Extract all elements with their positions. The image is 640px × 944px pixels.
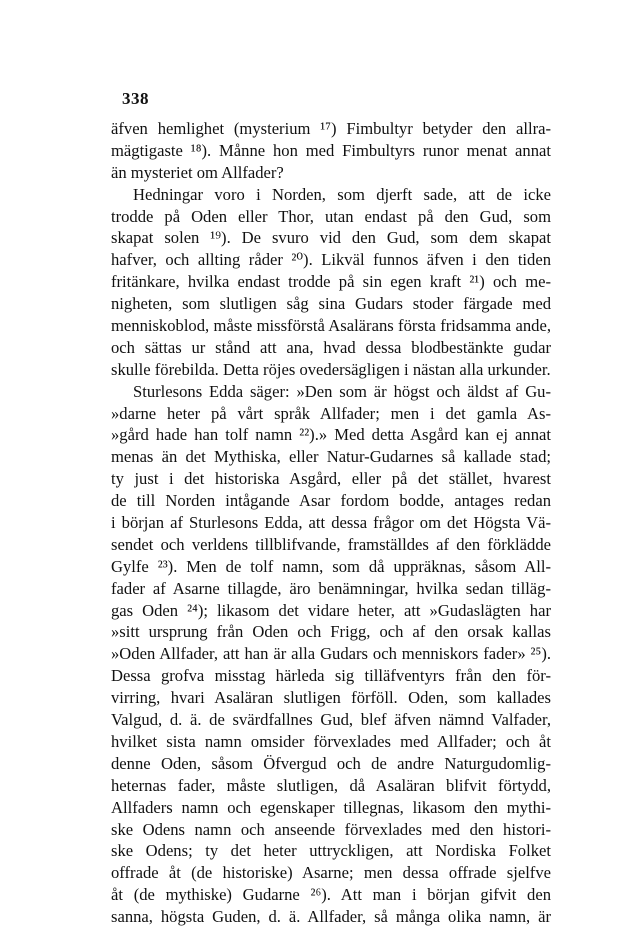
text-line: Dessa grofva misstag härleda sig tilläfventyrs från den för- (111, 666, 551, 686)
text-line: denne Oden, såsom Öfvergud och de andre Naturgudomlig- (111, 753, 551, 773)
text-line: de till Norden intågande Asar fordom bodde, antages redan (111, 491, 551, 511)
text-line: sendet och verldens tillblifvande, framställdes af den förklädde (111, 534, 551, 554)
text-line: »Oden Allfader, att han är alla Gudars och menniskors fader» ²⁵). (111, 644, 551, 664)
text-line: sanna, högsta Guden, d. ä. Allfader, så många olika namn, är (111, 907, 551, 927)
text-line: ske Odens; ty det heter uttryckligen, att Nordiska Folket (111, 841, 551, 861)
body-text (111, 118, 551, 928)
text-line: menas än det Mythiska, eller Natur-Gudarnes så kallade stad; (111, 447, 551, 467)
text-line: åt (de mythiske) Gudarne ²⁶). Att man i början gifvit den (111, 885, 551, 905)
text-line: virring, hvari Asaläran slutligen förföll. Oden, som kallades (111, 688, 551, 708)
text-line: fritänkare, hvilka endast trodde på sin egen kraft ²¹) och me- (111, 272, 551, 292)
text-line: skulle förebilda. Detta röjes ovedersägligen i nästan alla urkunder. (111, 359, 551, 379)
text-line: »sitt ursprung från Oden och Frigg, och af den orsak kallas (111, 622, 551, 642)
text-line: hvilket sista namn omsider förvexlades med Allfader; och åt (111, 731, 551, 751)
text-line: trodde på Oden eller Thor, utan endast på den Gud, som (111, 206, 551, 226)
text-line: hafver, och allting råder ²⁰). Likväl funnos äfven i den tiden (111, 250, 551, 270)
text-line: »darne heter på vårt språk Allfader; men i det gamla As- (111, 403, 551, 423)
page-number: 338 (122, 89, 149, 108)
text-line: nigheten, som slutligen såg sina Gudars stoder färgade med (111, 294, 551, 314)
text-line: Hedningar voro i Norden, som djerft sade, att de icke (133, 184, 551, 204)
text-line: äfven hemlighet (mysterium ¹⁷) Fimbultyr betyder den allra- (111, 119, 551, 138)
text-line: och sättas ur stånd att ana, hvad dessa blodbestänkte gudar (111, 337, 551, 357)
text-line: skapat solen ¹⁹). De svuro vid den Gud, som dem skapat (111, 228, 551, 248)
text-line: Allfaders namn och egenskaper tillegnas, likasom den mythi- (111, 797, 551, 817)
text-line: ty just i det historiska Asgård, eller på det stället, hvarest (111, 469, 551, 489)
text-line: Gylfe ²³). Men de tolf namn, som då uppräknas, såsom All- (111, 556, 551, 576)
text-line: mägtigaste ¹⁸). Månne hon med Fimbultyrs runor menat annat (111, 140, 551, 160)
text-line: i början af Sturlesons Edda, att dessa frågor om det Högsta Vä- (111, 513, 551, 533)
text-line: offrade åt (de historiske) Asarne; men dessa offrade sjelfve (111, 863, 551, 883)
text-line: än mysteriet om Allfader? (111, 162, 284, 182)
text-line: »gård hade han tolf namn ²²).» Med detta Asgård kan ej annat (111, 425, 551, 445)
text-line: gas Oden ²⁴); likasom det vidare heter, att »Gudaslägten har (111, 600, 551, 620)
text-line: heternas fader, måste slutligen, då Asaläran blifvit förtydd, (111, 775, 551, 795)
text-line: fader af Asarne tillagde, äro benämningar, hvilka sedan tilläg- (111, 578, 551, 598)
text-line: ske Odens namn och anseende förvexlades med den histori- (111, 819, 551, 839)
text-line: Sturlesons Edda säger: »Den som är högst och äldst af Gu- (133, 381, 551, 401)
text-line: menniskoblod, måste missförstå Asalärans första fridsamma ande, (111, 316, 551, 336)
text-line: Valgud, d. ä. de svärdfallnes Gud, blef äfven nämnd Valfader, (111, 710, 551, 730)
